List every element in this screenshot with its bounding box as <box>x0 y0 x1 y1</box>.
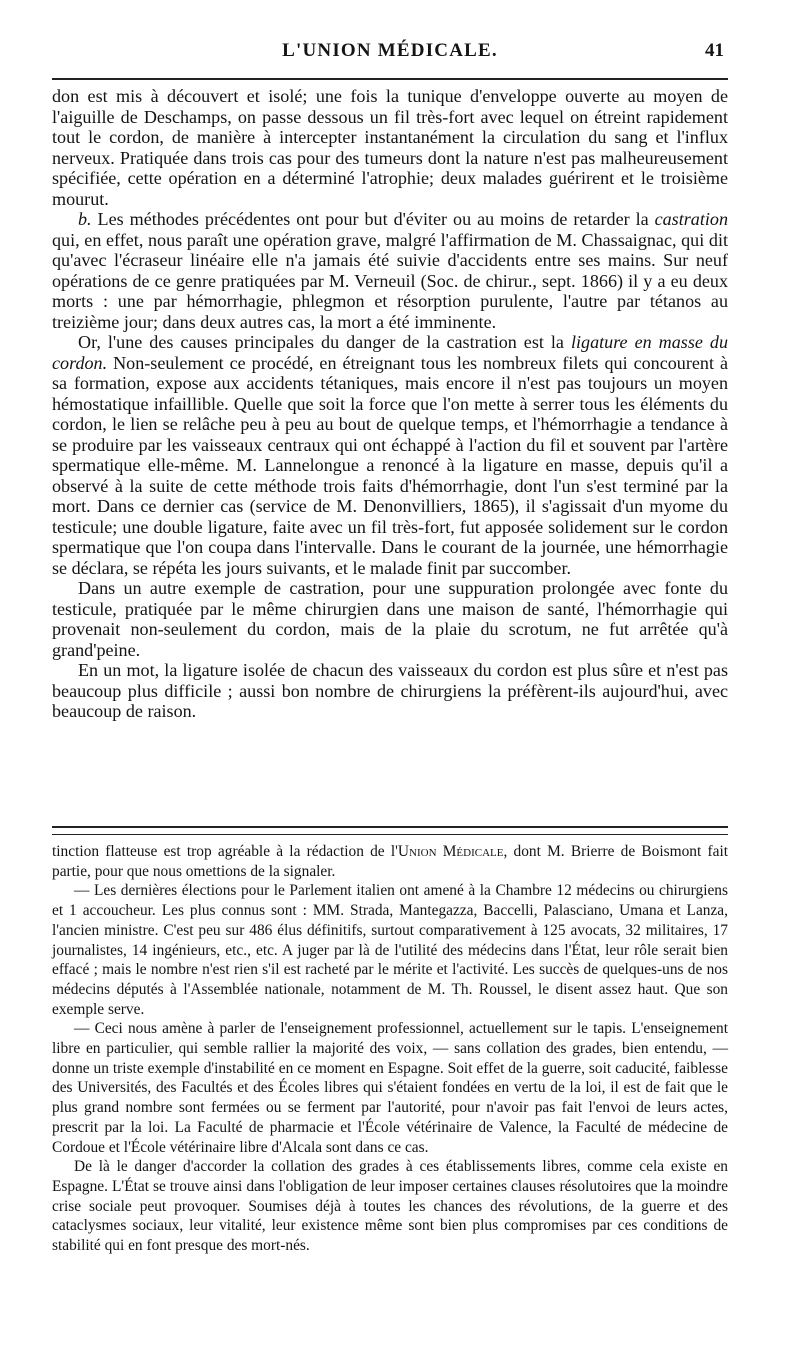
header-rule <box>52 78 728 80</box>
paragraph-2-italic: castration <box>654 209 728 229</box>
news-column <box>52 842 728 1256</box>
news-item-4: De là le danger d'accorder la collation des grades à ces établissements libres, comme cela existe en Espagne. L'État se trouve ainsi dans l'obligation de leur imposer certaines clauses résolutoires que la moindre crise sociale peut provoquer. Soumises déjà à toutes les chances des révolutions, de la guerre et des cataclysmes sociaux, leur vitalité, leur existence même sont bien plus compromises par ces conditions de stabilité qui en font presque des mort-nés. <box>52 1158 728 1255</box>
news-item-2: — Les dernières élections pour le Parlement italien ont amené à la Chambre 12 médecins ou chirurgiens et 1 accoucheur. Les plus connus sont : MM. Strada, Mantegazza, Baccelli, Palasciano, Umana et Lanza, l'ancien ministre. C'est peu sur 486 élus définitifs, surtout comparativement à 125 avocats, 32 militaires, 17 journalistes, 14 ingénieurs, etc., etc. A juger par là de l'utilité des médecins dans l'État, leur rôle serait bien effacé ; mais le nombre n'est rien s'il est racheté par le mérite et l'activité. Les succès de quelques-uns de nos médecins députés à l'Assemblée nationale, notamment de M. Th. Roussel, le disent assez haut. Que son exemple serve. <box>52 882 728 1018</box>
paragraph-3 <box>52 332 728 578</box>
paragraph-3-text-a: Or, l'une des causes principales du danger de la castration est la <box>78 332 571 352</box>
news-item-1 <box>52 842 728 881</box>
paragraph-4: Dans un autre exemple de castration, pour une suppuration prolongée avec fonte du testicule, pratiquée par le même chirurgien dans une maison de santé, l'hémorrhagie qui provenait non-seulement du cordon, mais de la plaie du scrotum, ne fut arrêtée qu'à grand'peine. <box>52 578 728 660</box>
page-number: 41 <box>705 40 724 61</box>
paragraph-2-text-a: Les méthodes précédentes ont pour but d'éviter ou au moins de retarder la <box>91 209 655 229</box>
running-title: L'UNION MÉDICALE. <box>282 40 498 61</box>
paragraph-2 <box>52 209 728 332</box>
paragraph-2-letter: b. <box>78 209 92 229</box>
news-item-3: — Ceci nous amène à parler de l'enseignement professionnel, actuellement sur le tapis. L'enseignement libre en particulier, qui semble rallier la majorité des voix, — sans collation des grades, bien entendu, — donne un triste exemple d'instabilité en ce moment en Espagne. Soit effet de la guerre, soit caducité, faiblesse des Universités, des Facultés et des Écoles libres qui s'étaient fondées en vertu de la loi, il est de fait que le plus grand nombre sont fermées ou se ferment par l'autorité, pour n'avoir pas fait l'envoi de leurs actes, prescrit par la loi. La Faculté de pharmacie et l'École vétérinaire de Valence, la Faculté de médecine de Cordoue et l'École vétérinaire libre d'Alcala sont dans ce cas. <box>52 1020 728 1156</box>
news-item-1-text-b: , dont M. Brierre de Boismont fait partie, pour que nous omettions de la signaler. <box>52 843 729 880</box>
paragraph-1: don est mis à découvert et isolé; une fois la tunique d'enveloppe ouverte au moyen de l'aiguille de Deschamps, on passe dessous un fil très-fort avec lequel on étreint rapidement tout le cordon, de manière à intercepter instantanément la circulation du sang et l'influx nerveux. Pratiquée dans trois cas pour des tumeurs dont la nature n'est pas malheureusement spécifiée, cette opération en a déterminé l'atrophie; deux malades guérirent et le troisième mourut. <box>52 86 728 209</box>
paragraph-3-text-b: Non-seulement ce procédé, en étreignant tous les nombreux filets qui concourent à sa formation, expose aux accidents tétaniques, mais encore il n'est pas toujours un moyen hémostatique infaillible. Quelle que soit la force que l'on mette à serrer tous les éléments du cordon, le lien se relâche peu à peu au bout de quelque temps, et l'hémorrhagie a tendance à se produire par les vaisseaux centraux qui ont échappé à l'action du fil et souvent par l'artère spermatique elle-même. M. Lannelongue a renoncé à la ligature en masse, depuis qu'il a observé à la suite de cette méthode trois faits d'hémorrhagie, dont l'un s'est terminé par la mort. Dans ce dernier cas (service de M. Denonvilliers, 1865), il s'agissait d'un myome du testicule; une double ligature, faite avec un fil très-fort, fut apposée solidement sur le cordon spermatique que l'on coupa dans l'intervalle. Dans le courant de la journée, une hémorrhagie se déclara, se répéta les jours suivants, et le malade finit par succomber. <box>52 352 728 578</box>
paragraph-5: En un mot, la ligature isolée de chacun des vaisseaux du cordon est plus sûre et n'est pas beaucoup plus difficile ; aussi bon nombre de chirurgiens la préfèrent-ils aujourd'hui, avec beaucoup de raison. <box>52 660 728 721</box>
section-divider <box>52 826 728 835</box>
journal-name: Union Médicale <box>397 843 504 860</box>
page-header <box>52 36 728 76</box>
main-article <box>52 86 728 722</box>
news-item-1-text-a: tinction flatteuse est trop agréable à la rédaction de l' <box>52 843 398 860</box>
paragraph-3-italic: ligature en masse du cordon. <box>52 332 728 373</box>
paragraph-2-text-b: qui, en effet, nous paraît une opération grave, malgré l'affirmation de M. Chassaignac, qui dit qu'avec l'écraseur linéaire elle n'a jamais été suivie d'accidents entre ses mains. Sur neuf opérations de ce genre pratiquées par M. Verneuil (Soc. de chirur., sept. 1866) il y a eu deux morts : une par hémorrhagie, phlegmon et résorption purulente, l'autre par tétanos au treizième jour; dans deux autres cas, la mort a été imminente. <box>52 229 728 332</box>
